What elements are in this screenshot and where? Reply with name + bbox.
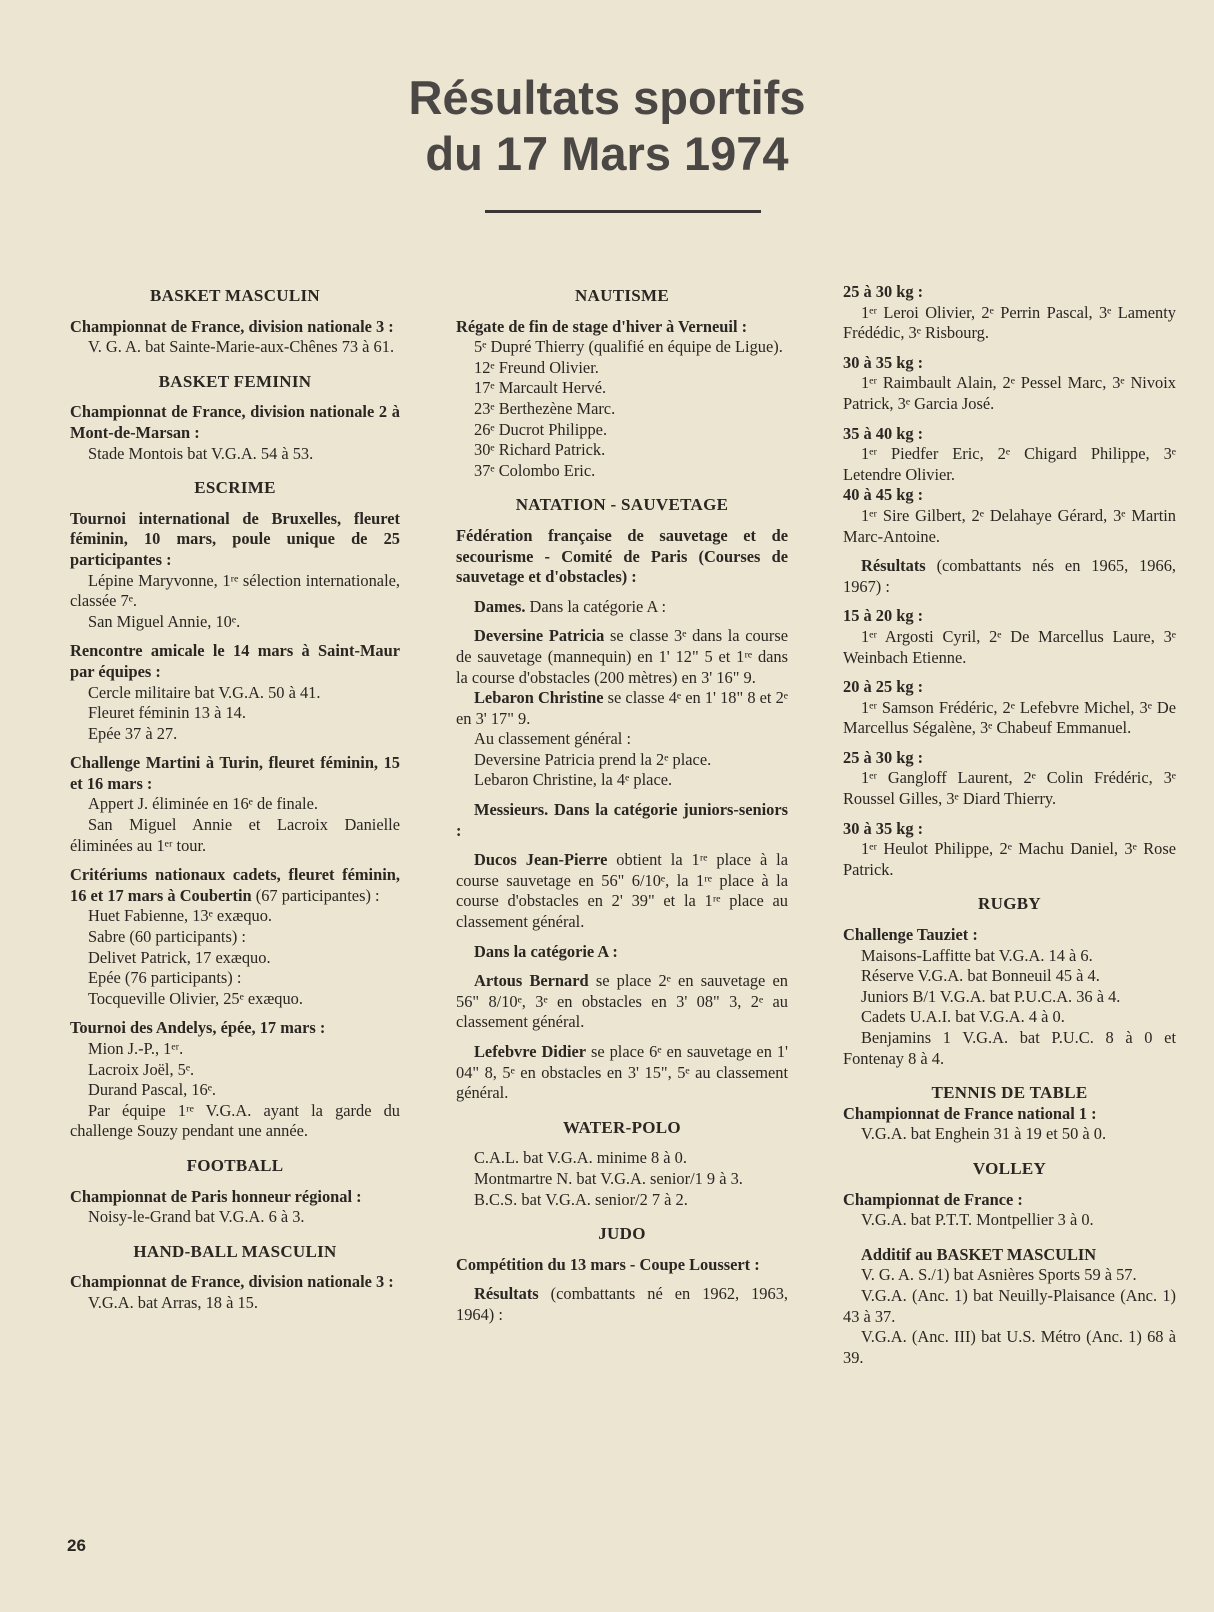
result-line: Maisons-Laffitte bat V.G.A. 14 à 6. [861,945,1093,965]
section-title: JUDO [598,1224,646,1244]
results-rest: (combattants né en 1962, 1963, 1964) : [456,1284,788,1324]
weight-class: 20 à 25 kg : [843,677,924,697]
result-text: obtient la 1ʳᵉ place à la course sauvetage en 56" 6/10ᵉ, la 1ʳᵉ place à la course d'obstacles en 2' 39" et la 1ʳᵉ place au classement général. [456,850,788,932]
result-line: 1ᵉʳ Gangloff Laurent, 2ᵉ Colin Frédéric, 3ᵉ Roussel Gilles, 3ᵉ Diard Thierry. [843,768,1176,809]
result-line: V.G.A. bat P.T.T. Montpellier 3 à 0. [861,1210,1094,1230]
heading-normal: (67 participantes) : [255,885,380,905]
athlete-name: Lebaron Christine [474,688,604,708]
result-line: V.G.A. bat Arras, 18 à 15. [88,1292,258,1312]
result-line: Au classement général : [474,729,632,749]
result-line: San Miguel Annie, 10ᵉ. [88,611,241,631]
result-line: Montmartre N. bat V.G.A. senior/1 9 à 3. [474,1168,743,1188]
category-bold: Dames. [474,596,526,616]
result-line: B.C.S. bat V.G.A. senior/2 7 à 2. [474,1189,688,1209]
competition-heading: Régate de fin de stage d'hiver à Verneuil : [456,316,748,336]
result-text: se place 6ᵉ en sauvetage en 1' 04" 8, 5ᵉ en obstacles en 3' 15", 5ᵉ au classement général. [456,1042,788,1103]
weight-class: 25 à 30 kg : [843,747,924,767]
competition-heading: Championnat de Paris honneur régional : [70,1186,362,1206]
weight-class: 25 à 30 kg : [843,282,924,301]
result-line: Par équipe 1ʳᵉ V.G.A. ayant la garde du challenge Souzy pendant une année. [70,1100,400,1141]
competition-heading: Challenge Martini à Turin, fleuret féminin, 15 et 16 mars : [70,753,400,793]
result-line: 1ᵉʳ Argosti Cyril, 2ᵉ De Marcellus Laure, 3ᵉ Weinbach Etienne. [843,626,1176,667]
competition-heading: Tournoi international de Bruxelles, fleuret féminin, 10 mars, poule unique de 25 participantes : [70,508,400,569]
title-rule [485,210,761,213]
competition-heading: Fédération française de sauvetage et de secourisme - Comité de Paris (Courses de sauvetage et d'obstacles) : [456,525,788,587]
category-heading: Messieurs. Dans la catégorie juniors-seniors : [456,800,788,840]
result-line: 26ᵉ Ducrot Philippe. [474,419,608,439]
result-paragraph [456,626,788,688]
section-title: BASKET MASCULIN [150,286,320,305]
results-rest: (combattants nés en 1965, 1966, 1967) : [843,556,1176,596]
competition-heading [70,865,400,906]
title-line-1: Résultats sportifs [408,71,806,124]
result-line: 12ᵉ Freund Olivier. [474,357,599,377]
result-line: 17ᵉ Marcault Hervé. [474,378,607,398]
athlete-name: Ducos Jean-Pierre [474,850,608,870]
weight-class: 30 à 35 kg : [843,818,924,838]
result-line: Huet Fabienne, 13ᵉ exæquo. [88,906,273,926]
section-title: RUGBY [978,894,1041,914]
result-line: 1ᵉʳ Heulot Philippe, 2ᵉ Machu Daniel, 3ᵉ Rose Patrick. [843,839,1176,879]
result-line: Epée (76 participants) : [88,968,242,988]
result-text: se classe 3ᵉ dans la course de sauvetage (mannequin) en 1' 12" 5 et 1ʳᵉ dans la course d'obstacles (200 mètres) en 3' 16" 9. [456,626,788,687]
section-title: NATATION - SAUVETAGE [515,495,729,515]
athlete-name: Lefebvre Didier [474,1042,587,1061]
weight-class: 40 à 45 kg : [843,485,924,505]
result-line: Delivet Patrick, 17 exæquo. [88,947,271,967]
result-text: se place 2ᵉ en sauvetage en 56" 8/10ᵉ, 3ᵉ en obstacles en 3' 08" 3, 2ᵉ au classement général. [456,971,788,1032]
competition-heading: Tournoi des Andelys, épée, 17 mars : [70,1018,326,1038]
competition-heading: Compétition du 13 mars - Coupe Loussert : [456,1254,760,1274]
result-line: 37ᵉ Colombo Eric. [474,460,596,480]
result-line: Stade Montois bat V.G.A. 54 à 53. [88,443,314,463]
weight-class: 15 à 20 kg : [843,606,924,626]
result-line: 1ᵉʳ Raimbault Alain, 2ᵉ Pessel Marc, 3ᵉ Nivoix Patrick, 3ᵉ Garcia José. [843,373,1176,413]
weight-class: 35 à 40 kg : [843,423,924,443]
result-line: Réserve V.G.A. bat Bonneuil 45 à 4. [861,966,1100,986]
result-line: Mion J.-P., 1ᵉʳ. [88,1039,184,1058]
result-line: Lacroix Joël, 5ᵉ. [88,1059,195,1079]
result-line: Durand Pascal, 16ᵉ. [88,1080,217,1100]
result-line: Epée 37 à 27. [88,723,178,743]
result-line: V. G. A. S./1) bat Asnières Sports 59 à 57. [861,1265,1137,1285]
section-title: WATER-POLO [563,1117,681,1137]
result-line: Appert J. éliminée en 16ᵉ de finale. [88,794,318,814]
athlete-name: Artous Bernard [474,971,589,991]
result-line: 23ᵉ Berthezène Marc. [474,398,616,418]
result-text: se classe 4ᵉ en 1' 18" 8 et 2ᵉ en 3' 17" 9. [456,688,789,728]
result-line: V.G.A. (Anc. III) bat U.S. Métro (Anc. 1) 68 à 39. [843,1327,1176,1367]
result-line: V. G. A. bat Sainte-Marie-aux-Chênes 73 à 61. [88,337,395,357]
heading-bold: Critériums nationaux cadets, fleuret féminin, 16 et 17 mars à Coubertin [70,865,400,905]
competition-heading: Championnat de France national 1 : [843,1103,1097,1123]
result-line: Fleuret féminin 13 à 14. [88,703,246,723]
result-line: 1ᵉʳ Sire Gilbert, 2ᵉ Delahaye Gérard, 3ᵉ Martin Marc-Antoine. [843,505,1176,546]
competition-heading: Challenge Tauziet : [843,925,978,945]
result-line: Benjamins 1 V.G.A. bat P.U.C. 8 à 0 et Fontenay 8 à 4. [843,1028,1176,1068]
competition-heading: Additif au BASKET MASCULIN [861,1244,1097,1264]
result-line: San Miguel Annie et Lacroix Danielle éliminées au 1ᵉʳ tour. [70,815,400,855]
category-heading: Dans la catégorie A : [474,941,618,961]
result-line: Lebaron Christine, la 4ᵉ place. [474,770,673,790]
result-line: V.G.A. (Anc. 1) bat Neuilly-Plaisance (Anc. 1) 43 à 37. [843,1285,1176,1326]
competition-heading: Rencontre amicale le 14 mars à Saint-Maur par équipes : [70,641,400,681]
result-line: 30ᵉ Richard Patrick. [474,440,606,460]
result-line: Lépine Maryvonne, 1ʳᵉ sélection internationale, classée 7ᵉ. [70,570,400,611]
page-number: 26 [67,1536,86,1555]
result-line: Deversine Patricia prend la 2ᵉ place. [474,749,712,769]
competition-heading: Championnat de France, division nationale 3 : [70,316,394,336]
column-3 [843,282,1176,1368]
results-bold: Résultats [861,556,926,576]
result-line: C.A.L. bat V.G.A. minime 8 à 0. [474,1148,687,1168]
column-2 [456,286,788,1326]
section-title: VOLLEY [972,1158,1047,1178]
title-line-2: du 17 Mars 1974 [425,127,789,180]
competition-heading: Championnat de France, division nationale 2 à Mont-de-Marsan : [70,402,400,442]
result-line: 1ᵉʳ Leroi Olivier, 2ᵉ Perrin Pascal, 3ᵉ Lamenty Frédédic, 3ᵉ Risbourg. [843,302,1176,343]
result-line: V.G.A. bat Enghein 31 à 19 et 50 à 0. [861,1124,1107,1144]
result-paragraph [456,1042,788,1104]
competition-heading: Championnat de France, division nationale 3 : [70,1272,394,1292]
result-paragraph [456,688,788,729]
result-line: 1ᵉʳ Piedfer Eric, 2ᵉ Chigard Philippe, 3ᵉ Letendre Olivier. [843,444,1176,484]
section-title: BASKET FEMININ [158,371,312,391]
section-title: FOOTBALL [186,1155,284,1175]
section-title: TENNIS DE TABLE [931,1083,1088,1103]
result-line: 5ᵉ Dupré Thierry (qualifié en équipe de Ligue). [474,337,783,357]
competition-heading: Championnat de France : [843,1189,1023,1209]
athlete-name: Deversine Patricia [474,626,605,646]
result-line: Tocqueville Olivier, 25ᵉ exæquo. [88,988,303,1008]
results-bold: Résultats [474,1284,539,1304]
result-line: Sabre (60 participants) : [88,927,246,947]
result-paragraph [456,1284,788,1325]
result-line: Cadets U.A.I. bat V.G.A. 4 à 0. [861,1007,1065,1027]
result-paragraph [843,556,1176,597]
category-line [456,597,788,618]
section-title: HAND-BALL MASCULIN [133,1241,337,1261]
result-paragraph [456,850,788,932]
result-line: Juniors B/1 V.G.A. bat P.U.C.A. 36 à 4. [861,986,1121,1006]
result-paragraph [456,971,788,1033]
category-rest: Dans la catégorie A : [525,596,667,616]
column-1 [70,286,400,1314]
result-line: Cercle militaire bat V.G.A. 50 à 41. [88,682,321,702]
page-title [0,70,1214,182]
section-title: NAUTISME [574,286,670,305]
result-line: Noisy-le-Grand bat V.G.A. 6 à 3. [88,1207,305,1227]
result-line: 1ᵉʳ Samson Frédéric, 2ᵉ Lefebvre Michel, 3ᵉ De Marcellus Ségalène, 3ᵉ Chabeuf Emmanuel. [843,697,1176,738]
section-title: ESCRIME [194,478,276,498]
weight-class: 30 à 35 kg : [843,352,924,372]
